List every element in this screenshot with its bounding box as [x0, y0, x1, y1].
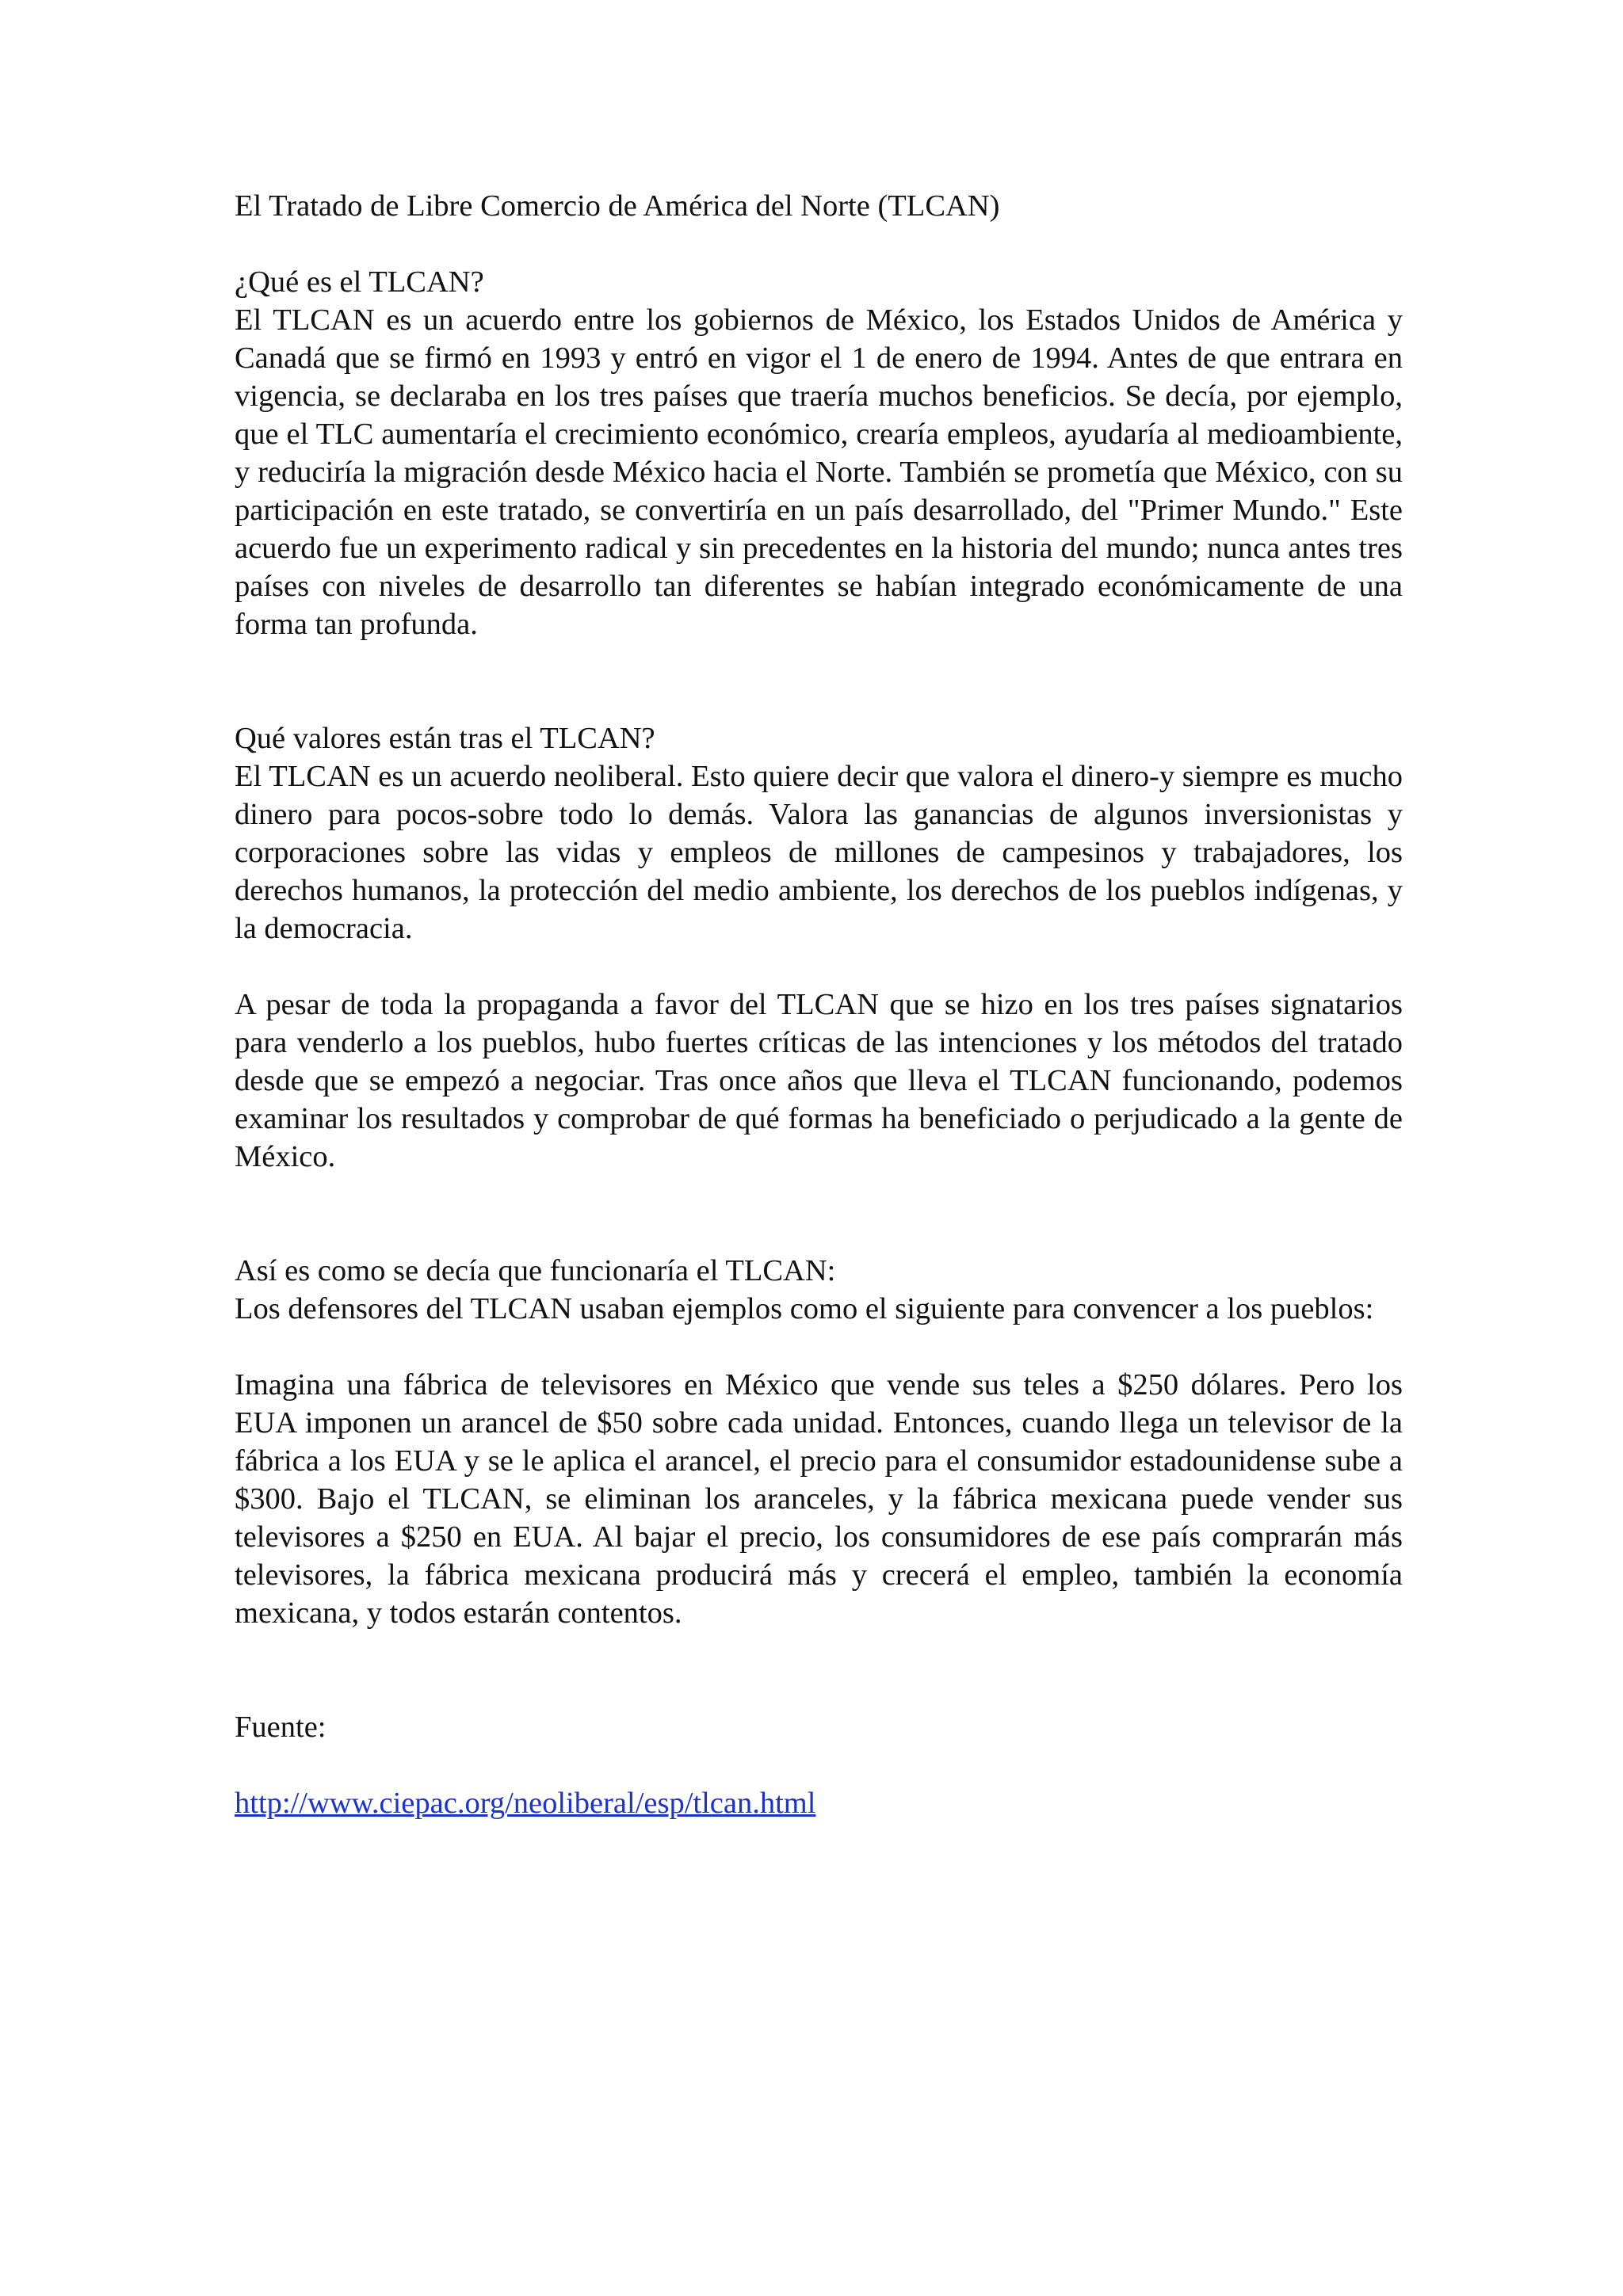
spacer: [235, 643, 1403, 719]
paragraph-ejemplo-televisores: Imagina una fábrica de televisores en México que vende sus teles a $250 dólares. Pero los EUA imponen un arancel de $50 sobre cada unidad. Entonces, cuando llega un televisor de la fábrica a los EUA y se le aplica el arancel, el precio para el consumidor estadounidense sube a $300. Bajo el TLCAN, se eliminan los aranceles, y la fábrica mexicana puede vender sus televisores a $250 en EUA. Al bajar el precio, los consumidores de ese país comprarán más televisores, la fábrica mexicana producirá más y crecerá el empleo, también la economía mexicana, y todos estarán contentos.: [235, 1368, 1403, 1630]
section-heading-funcionaria: Así es como se decía que funcionaría el TLCAN:: [235, 1254, 836, 1287]
source-label: Fuente:: [235, 1711, 327, 1744]
spacer: [235, 225, 1403, 263]
spacer: [235, 1632, 1403, 1708]
spacer: [235, 1746, 1403, 1784]
document-title: El Tratado de Libre Comercio de América del Norte (TLCAN): [235, 189, 1000, 223]
spacer: [235, 948, 1403, 986]
section-heading-valores: Qué valores están tras el TLCAN?: [235, 722, 655, 755]
source-link[interactable]: http://www.ciepac.org/neoliberal/esp/tlcan.html: [235, 1787, 816, 1820]
spacer: [235, 1328, 1403, 1366]
paragraph-defensores: Los defensores del TLCAN usaban ejemplos como el siguiente para convencer a los pueblos:: [235, 1292, 1374, 1325]
section-heading-que-es: ¿Qué es el TLCAN?: [235, 265, 484, 299]
paragraph-valores-1: El TLCAN es un acuerdo neoliberal. Esto quiere decir que valora el dinero-y siempre es mucho dinero para pocos-sobre todo lo demás. Valora las ganancias de algunos inversionistas y corporaciones sobre las vidas y empleos de millones de campesinos y trabajadores, los derechos humanos, la protección del medio ambiente, los derechos de los pueblos indígenas, y la democracia.: [235, 760, 1403, 945]
paragraph-que-es: El TLCAN es un acuerdo entre los gobiernos de México, los Estados Unidos de América y Canadá que se firmó en 1993 y entró en vigor el 1 de enero de 1994. Antes de que entrara en vigencia, se declaraba en los tres países que traería muchos beneficios. Se decía, por ejemplo, que el TLC aumentaría el crecimiento económico, crearía empleos, ayudaría al medioambiente, y reduciría la migración desde México hacia el Norte. También se prometía que México, con su participación en este tratado, se convertiría en un país desarrollado, del "Primer Mundo." Este acuerdo fue un experimento radical y sin precedentes en la historia del mundo; nunca antes tres países con niveles de desarrollo tan diferentes se habían integrado económicamente de una forma tan profunda.: [235, 303, 1403, 641]
paragraph-valores-2: A pesar de toda la propaganda a favor del TLCAN que se hizo en los tres países signatarios para venderlo a los pueblos, hubo fuertes críticas de las intenciones y los métodos del tratado desde que se empezó a negociar. Tras once años que lleva el TLCAN funcionando, podemos examinar los resultados y comprobar de qué formas ha beneficiado o perjudicado a la gente de México.: [235, 988, 1403, 1173]
document-page: [235, 187, 1403, 1822]
spacer: [235, 1176, 1403, 1252]
